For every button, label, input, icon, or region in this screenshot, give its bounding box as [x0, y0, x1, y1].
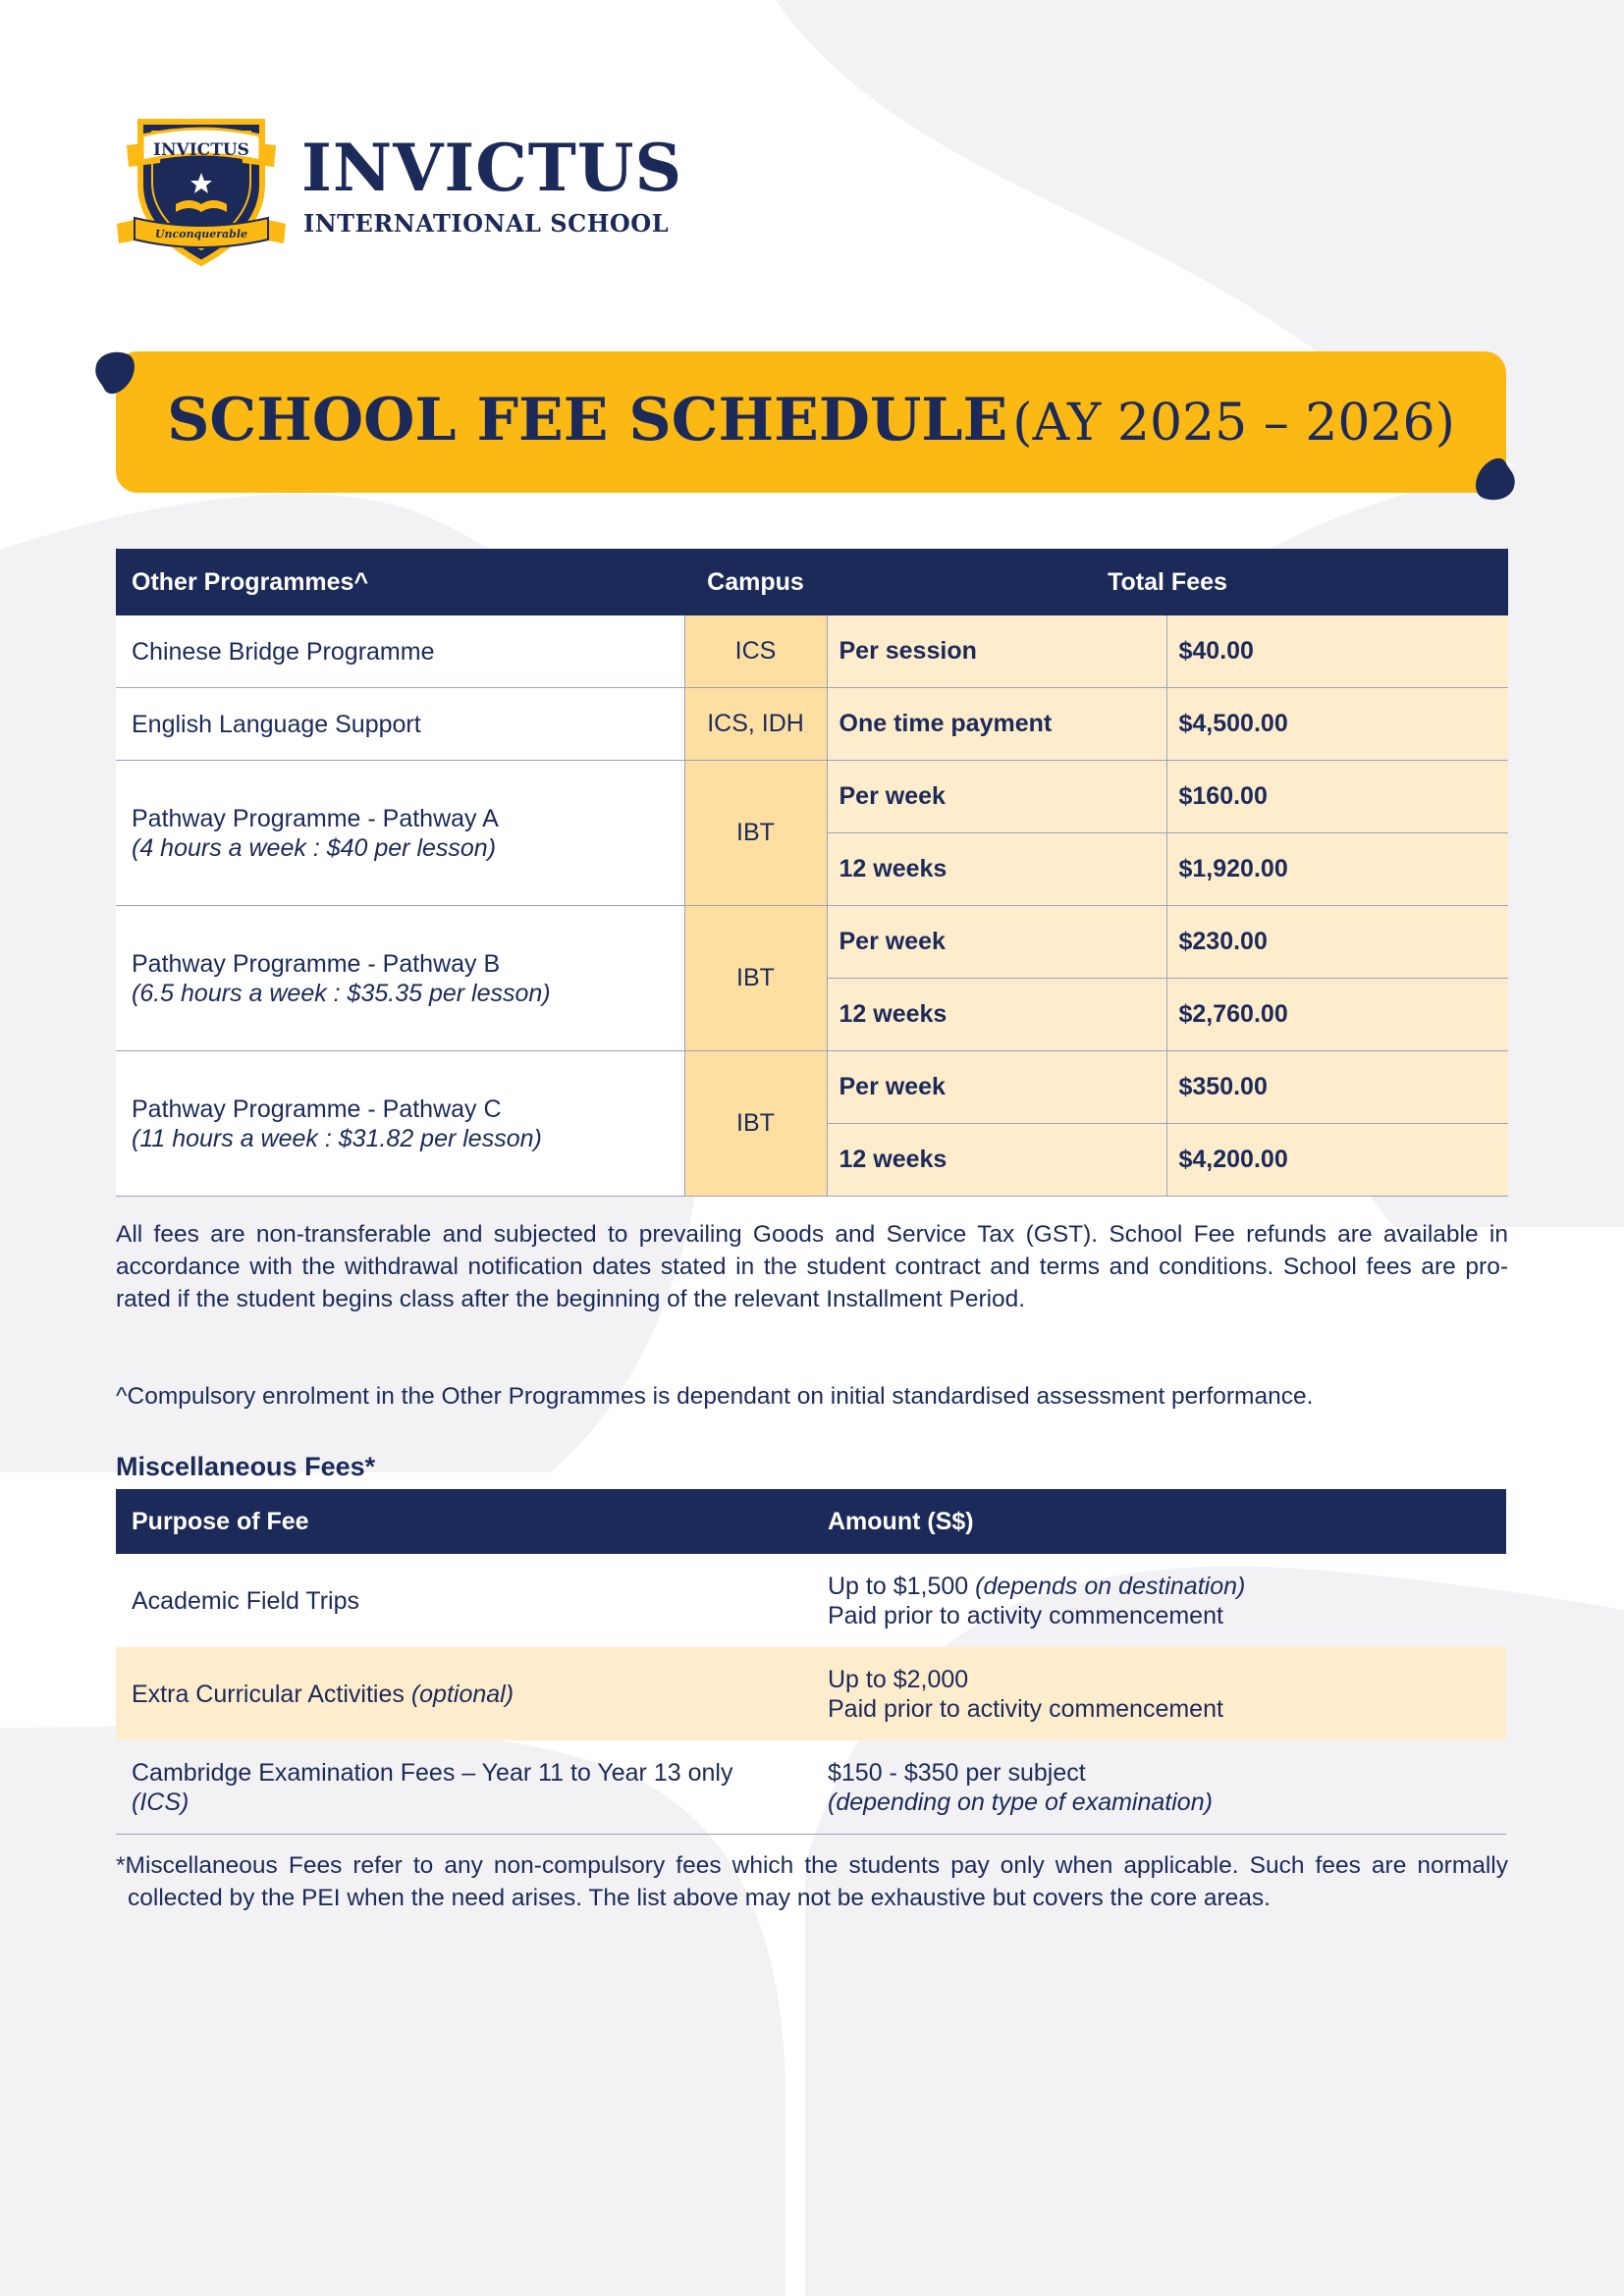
amount-line2: Paid prior to activity commencement [828, 1601, 1223, 1629]
banner-title-year: (AY 2025 – 2026) [1012, 394, 1455, 453]
header-programme: Other Programmes^ [116, 549, 684, 615]
purpose-cell [116, 1740, 812, 1835]
table-row [116, 1051, 1508, 1124]
header-amount: Amount (S$) [812, 1489, 1506, 1554]
fee-amount: $230.00 [1166, 906, 1508, 979]
fee-table [116, 549, 1508, 1197]
school-name: INVICTUS [301, 130, 683, 206]
amount-cell [812, 1647, 1506, 1740]
purpose-cell [116, 1647, 812, 1740]
banner-title-main: SCHOOL FEE SCHEDULE [167, 386, 1008, 454]
table-row [116, 906, 1508, 979]
header-campus: Campus [684, 549, 827, 615]
purpose-note: (optional) [410, 1680, 514, 1708]
fee-period: 12 weeks [827, 833, 1166, 906]
fee-period: Per week [827, 761, 1166, 833]
amount-text: $150 - $350 per subject [828, 1758, 1086, 1787]
purpose-text: Extra Curricular Activities [132, 1680, 405, 1708]
fee-amount: $160.00 [1166, 761, 1508, 833]
programme-note: (6.5 hours a week : $35.35 per lesson) [132, 979, 551, 1007]
programme-name: Chinese Bridge Programme [132, 637, 435, 666]
programme-name: Pathway Programme - Pathway C [132, 1095, 502, 1123]
purpose-cell [116, 1554, 812, 1647]
fee-amount: $4,500.00 [1166, 688, 1508, 761]
banner-title [116, 386, 1506, 454]
crest-name-text: INVICTUS [153, 140, 249, 160]
fee-period: 12 weeks [827, 979, 1166, 1051]
fees-terms-paragraph: All fees are non-transferable and subjected to prevailing Goods and Service Tax (GST). School Fee refunds are available in accordance with the withdrawal notification dates stated in the student contract and terms and conditions. School fees are pro-rated if the student begins class after the beginning of the relevant Installment Period. [116, 1221, 1508, 1312]
misc-fees-title: Miscellaneous Fees* [116, 1452, 376, 1481]
table-row [116, 761, 1508, 833]
programme-cell [116, 615, 684, 688]
purpose-note: (ICS) [132, 1788, 189, 1816]
amount-cell [812, 1554, 1506, 1647]
fee-amount: $1,920.00 [1166, 833, 1508, 906]
school-subtitle: INTERNATIONAL SCHOOL [303, 209, 670, 238]
amount-text: Up to $2,000 [828, 1665, 969, 1693]
amount-cell [812, 1740, 1506, 1835]
table-row [116, 615, 1508, 688]
purpose-text: Cambridge Examination Fees – Year 11 to Year 13 only [132, 1758, 733, 1787]
header-total-fees: Total Fees [827, 549, 1508, 615]
fee-amount: $4,200.00 [1166, 1124, 1508, 1197]
programme-cell [116, 761, 684, 906]
programme-name: English Language Support [132, 710, 421, 738]
fee-period: Per session [827, 615, 1166, 688]
campus-cell: IBT [684, 1051, 827, 1197]
fee-amount: $40.00 [1166, 615, 1508, 688]
fee-period: Per week [827, 906, 1166, 979]
misc-fees-footnote: *Miscellaneous Fees refer to any non-compulsory fees which the students pay only when applicable. Such fees are normally collected by the PEI when the need arises. The list above may not be exhaustive but covers the core areas. [116, 1852, 1508, 1911]
programme-name: Pathway Programme - Pathway A [132, 804, 499, 832]
misc-table-header [116, 1489, 1506, 1554]
table-row [116, 1647, 1506, 1740]
header-purpose: Purpose of Fee [116, 1489, 812, 1554]
banner-decoration-bottom-right [1469, 454, 1520, 505]
school-crest-logo [113, 116, 290, 268]
fee-period: One time payment [827, 688, 1166, 761]
fee-period: Per week [827, 1051, 1166, 1124]
amount-note: (depends on destination) [975, 1572, 1246, 1600]
compulsory-note: ^Compulsory enrolment in the Other Programmes is dependant on initial standardised assessment performance. [116, 1383, 1314, 1410]
crest-motto-text: Unconquerable [154, 228, 248, 240]
programme-name: Pathway Programme - Pathway B [132, 949, 501, 978]
misc-fees-table [116, 1489, 1506, 1835]
amount-line2: Paid prior to activity commencement [828, 1694, 1223, 1723]
banner-decoration-top-left [90, 347, 141, 399]
amount-line2: (depending on type of examination) [828, 1788, 1213, 1816]
fee-amount: $350.00 [1166, 1051, 1508, 1124]
title-banner [116, 351, 1506, 493]
table-row [116, 1554, 1506, 1647]
campus-cell: ICS, IDH [684, 688, 827, 761]
campus-cell: IBT [684, 761, 827, 906]
amount-text: Up to $1,500 [828, 1572, 969, 1600]
fee-amount: $2,760.00 [1166, 979, 1508, 1051]
programme-cell [116, 906, 684, 1051]
campus-cell: IBT [684, 906, 827, 1051]
table-row [116, 1740, 1506, 1835]
programme-cell [116, 1051, 684, 1197]
fee-table-header [116, 549, 1508, 615]
table-row [116, 688, 1508, 761]
fee-period: 12 weeks [827, 1124, 1166, 1197]
campus-cell: ICS [684, 615, 827, 688]
programme-note: (11 hours a week : $31.82 per lesson) [132, 1124, 542, 1152]
programme-cell [116, 688, 684, 761]
purpose-text: Academic Field Trips [132, 1586, 360, 1615]
programme-note: (4 hours a week : $40 per lesson) [132, 833, 497, 862]
